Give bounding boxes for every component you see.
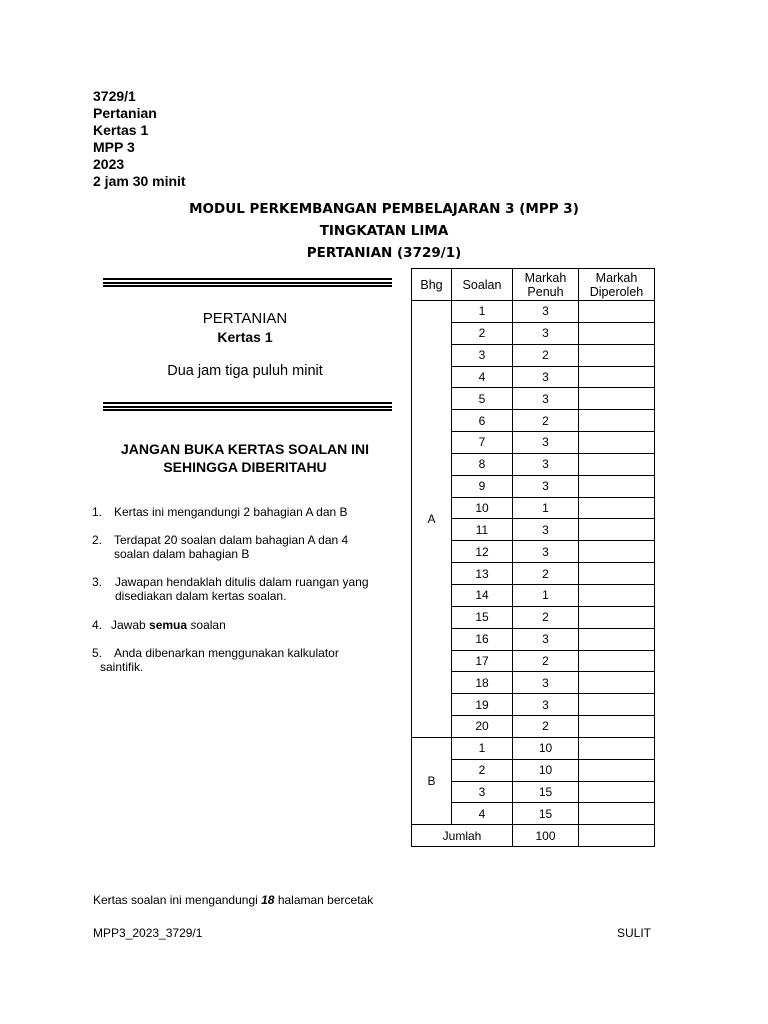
obtained-mark-cell[interactable] — [579, 563, 655, 585]
question-number-cell: 4 — [452, 366, 513, 388]
question-number-cell: 1 — [452, 301, 513, 323]
question-number-cell: 17 — [452, 650, 513, 672]
full-mark-cell: 3 — [513, 628, 579, 650]
obtained-mark-cell[interactable] — [579, 672, 655, 694]
obtained-mark-cell[interactable] — [579, 650, 655, 672]
obtained-mark-cell[interactable] — [579, 694, 655, 716]
header-bhg: Bhg — [412, 269, 452, 301]
module-label: MPP 3 — [93, 139, 135, 155]
table-row — [412, 737, 655, 759]
instruction-text: disediakan dalam kertas soalan. — [115, 589, 287, 603]
full-mark-cell: 3 — [513, 694, 579, 716]
title-line-1: MODUL PERKEMBANGAN PEMBELAJARAN 3 (MPP 3) — [189, 201, 579, 217]
warning-line-2: SEHINGGA DIBERITAHU — [163, 459, 327, 475]
full-mark-cell: 2 — [513, 716, 579, 738]
instruction-text: oalan — [196, 618, 226, 632]
question-number-cell: 3 — [452, 344, 513, 366]
instruction-text: Jawab — [111, 618, 150, 632]
full-mark-cell: 2 — [513, 410, 579, 432]
page-count-suffix: halaman bercetak — [274, 893, 374, 907]
question-number-cell: 1 — [452, 737, 513, 759]
obtained-mark-cell[interactable] — [579, 781, 655, 803]
obtained-mark-cell[interactable] — [579, 432, 655, 454]
instruction-emphasis: semua — [149, 618, 188, 632]
question-number-cell: 15 — [452, 606, 513, 628]
header-text: Markah — [524, 270, 567, 285]
subject-label: Pertanian — [93, 105, 157, 121]
instruction-text: Anda dibenarkan menggunakan kalkulator — [114, 646, 339, 660]
instruction-italic: s — [187, 618, 197, 632]
full-mark-cell: 3 — [513, 541, 579, 563]
header-text: Markah — [595, 270, 638, 285]
full-mark-cell: 3 — [513, 453, 579, 475]
obtained-mark-cell[interactable] — [579, 803, 655, 825]
instruction-number: 2. — [92, 533, 103, 547]
question-number-cell: 2 — [452, 322, 513, 344]
footer-code: MPP3_2023_3729/1 — [93, 926, 203, 940]
full-mark-cell: 2 — [513, 563, 579, 585]
instruction-text: Terdapat 20 soalan dalam bahagian A dan 4 — [114, 533, 349, 547]
page-count-value: 18 — [261, 893, 275, 907]
obtained-mark-cell[interactable] — [579, 475, 655, 497]
header-block — [93, 88, 186, 190]
full-mark-cell: 3 — [513, 301, 579, 323]
full-mark-cell: 1 — [513, 497, 579, 519]
top-divider — [103, 278, 392, 287]
instruction-number: 3. — [92, 575, 103, 589]
instruction-item — [92, 505, 402, 519]
classification-label: SULIT — [617, 926, 652, 940]
obtained-mark-cell[interactable] — [579, 737, 655, 759]
full-mark-cell: 10 — [513, 737, 579, 759]
instruction-number: 4. — [92, 618, 103, 632]
question-number-cell: 20 — [452, 716, 513, 738]
total-value: 100 — [513, 825, 579, 847]
question-number-cell: 4 — [452, 803, 513, 825]
question-number-cell: 2 — [452, 759, 513, 781]
header-text: Penuh — [527, 284, 564, 299]
instruction-text: Kertas ini mengandungi 2 bahagian A dan B — [114, 505, 348, 519]
instruction-item — [92, 575, 402, 603]
total-obtained-cell[interactable] — [579, 825, 655, 847]
obtained-mark-cell[interactable] — [579, 344, 655, 366]
question-number-cell: 8 — [452, 453, 513, 475]
cover-box — [100, 310, 390, 380]
cover-paper: Kertas 1 — [217, 329, 273, 345]
instruction-number: 5. — [92, 646, 103, 660]
section-b-label: B — [412, 737, 452, 824]
obtained-mark-cell[interactable] — [579, 322, 655, 344]
full-mark-cell: 15 — [513, 803, 579, 825]
full-mark-cell: 2 — [513, 650, 579, 672]
question-number-cell: 13 — [452, 563, 513, 585]
instruction-text: Jawapan hendaklah ditulis dalam ruangan yang — [115, 575, 369, 589]
title-line-3: PERTANIAN (3729/1) — [306, 245, 462, 261]
question-number-cell: 11 — [452, 519, 513, 541]
section-a-label: A — [412, 301, 452, 738]
obtained-mark-cell[interactable] — [579, 366, 655, 388]
question-number-cell: 16 — [452, 628, 513, 650]
full-mark-cell: 3 — [513, 432, 579, 454]
bottom-divider — [103, 402, 392, 411]
question-number-cell: 9 — [452, 475, 513, 497]
full-mark-cell: 15 — [513, 781, 579, 803]
page-count-prefix: Kertas soalan ini mengandungi — [93, 893, 262, 907]
obtained-mark-cell[interactable] — [579, 541, 655, 563]
obtained-mark-cell[interactable] — [579, 497, 655, 519]
header-markah-penuh — [513, 269, 579, 301]
full-mark-cell: 3 — [513, 672, 579, 694]
instruction-number: 1. — [92, 505, 103, 519]
question-number-cell: 3 — [452, 781, 513, 803]
total-label: Jumlah — [412, 825, 513, 847]
obtained-mark-cell[interactable] — [579, 301, 655, 323]
full-mark-cell: 2 — [513, 606, 579, 628]
cover-duration: Dua jam tiga puluh minit — [167, 363, 323, 379]
question-number-cell: 18 — [452, 672, 513, 694]
page-count-note — [93, 893, 373, 907]
question-number-cell: 10 — [452, 497, 513, 519]
full-mark-cell: 3 — [513, 366, 579, 388]
header-soalan: Soalan — [452, 269, 513, 301]
question-number-cell: 6 — [452, 410, 513, 432]
title-line-2: TINGKATAN LIMA — [319, 223, 449, 239]
header-markah-diperoleh — [579, 269, 655, 301]
question-number-cell: 19 — [452, 694, 513, 716]
marks-table-body — [412, 301, 655, 847]
warning-line-1: JANGAN BUKA KERTAS SOALAN INI — [120, 441, 370, 457]
instruction-text: soalan dalam bahagian B — [114, 547, 250, 561]
obtained-mark-cell[interactable] — [579, 388, 655, 410]
full-mark-cell: 3 — [513, 388, 579, 410]
instruction-item — [92, 618, 402, 632]
paper-code: 3729/1 — [93, 88, 136, 104]
paper-label: Kertas 1 — [93, 122, 149, 138]
full-mark-cell: 1 — [513, 584, 579, 606]
question-number-cell: 14 — [452, 584, 513, 606]
instruction-item — [92, 533, 402, 561]
document-title — [0, 198, 768, 264]
year-label: 2023 — [93, 156, 125, 172]
obtained-mark-cell[interactable] — [579, 716, 655, 738]
full-mark-cell: 3 — [513, 519, 579, 541]
obtained-mark-cell[interactable] — [579, 584, 655, 606]
table-header-row — [412, 269, 655, 301]
instruction-text: saintifik. — [100, 660, 144, 674]
marks-table — [411, 268, 655, 847]
question-number-cell: 12 — [452, 541, 513, 563]
full-mark-cell: 3 — [513, 475, 579, 497]
table-row — [412, 301, 655, 323]
full-mark-cell: 10 — [513, 759, 579, 781]
obtained-mark-cell[interactable] — [579, 453, 655, 475]
warning-notice — [100, 440, 390, 476]
total-row — [412, 825, 655, 847]
obtained-mark-cell[interactable] — [579, 606, 655, 628]
header-text: Diperoleh — [589, 284, 644, 299]
obtained-mark-cell[interactable] — [579, 410, 655, 432]
obtained-mark-cell[interactable] — [579, 628, 655, 650]
full-mark-cell: 2 — [513, 344, 579, 366]
full-mark-cell: 3 — [513, 322, 579, 344]
obtained-mark-cell[interactable] — [579, 519, 655, 541]
instruction-item — [92, 646, 402, 674]
duration-label: 2 jam 30 minit — [93, 173, 186, 189]
cover-subject: PERTANIAN — [202, 310, 288, 327]
question-number-cell: 5 — [452, 388, 513, 410]
obtained-mark-cell[interactable] — [579, 759, 655, 781]
question-number-cell: 7 — [452, 432, 513, 454]
